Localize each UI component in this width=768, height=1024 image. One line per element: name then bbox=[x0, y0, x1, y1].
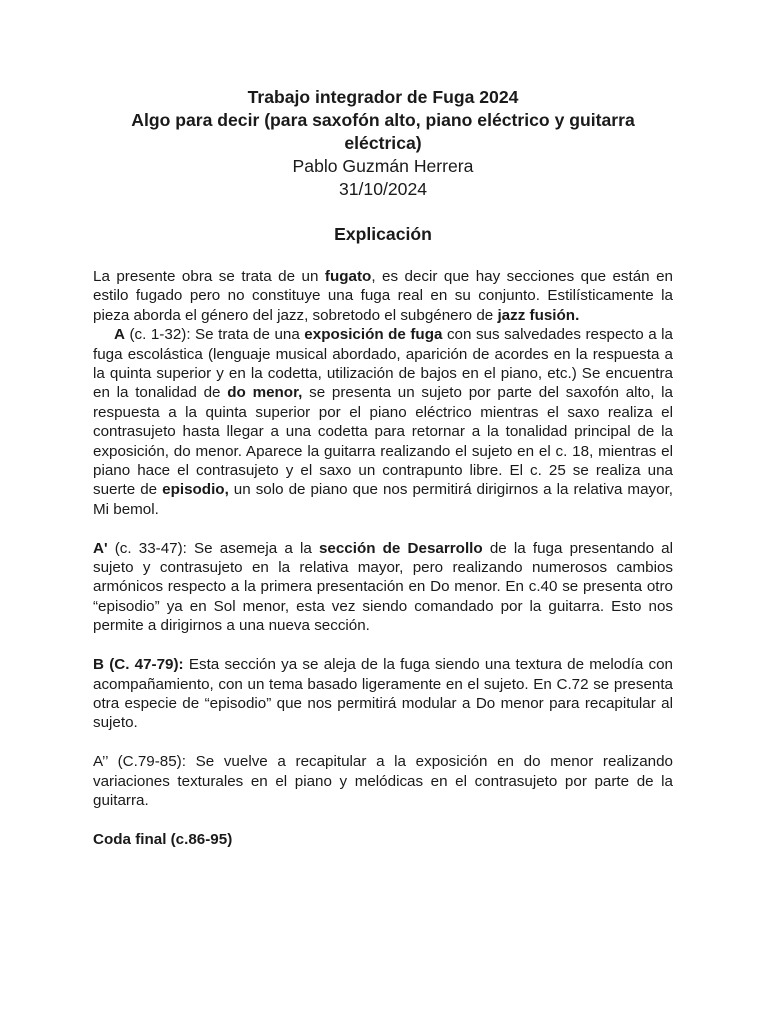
bold-term: jazz fusión. bbox=[497, 306, 580, 324]
work-title: Algo para decir (para saxofón alto, piano eléctrico y guitarra eléctrica) bbox=[131, 110, 635, 153]
author-name: Pablo Guzmán Herrera bbox=[292, 156, 474, 176]
text-run: un solo de piano que nos permitirá dirigirnos a la relativa mayor, Mi bemol. bbox=[93, 481, 674, 518]
text-run: Esta sección ya se aleja de la fuga siendo una textura de melodía con acompañamiento, con un tema basado ligeramente en el sujeto. En C.72 se presenta otra especie de “episodio” que nos permitirá modular a Do menor para recapitular al sujeto. bbox=[93, 656, 673, 732]
text-run: (c. 33-47): Se asemeja a la bbox=[107, 539, 319, 557]
text-run: se presenta un sujeto por parte del saxofón alto, la respuesta a la quinta superior por el piano eléctrico mientras el saxo realiza el contrasujeto hasta llegar a una codetta para retornar a la tonalidad principal de la exposición, do menor. Aparece la guitarra realizando el sujeto en el c. 18, mientras el piano hace el contrasujeto y el saxo un contrapunto libre. El c. 25 se realiza una suerte de bbox=[93, 384, 673, 499]
document-body bbox=[93, 267, 673, 849]
section-label: A bbox=[114, 326, 125, 344]
text-run: , es decir que hay secciones que están en estilo fugado pero no constituye una fuga real en su conjunto. Estilísticamente la pieza aborda el género del jazz, sobretodo el subgénero de bbox=[93, 268, 673, 324]
bold-term: exposición de fuga bbox=[304, 326, 443, 344]
section-a-double-prime-paragraph bbox=[93, 752, 673, 810]
bold-term: episodio, bbox=[162, 481, 229, 499]
bold-term: fugato bbox=[324, 268, 372, 285]
text-run: A’’ (C.79-85): Se vuelve a recapitular a la exposición en do menor realizando variaciones texturales en el piano y melódicas en el contrasujeto por parte de la guitarra. bbox=[93, 753, 673, 809]
section-label: B (C. 47-79): bbox=[93, 656, 184, 674]
section-heading: Explicación bbox=[334, 224, 432, 244]
document-title: Trabajo integrador de Fuga 2024 bbox=[247, 87, 519, 107]
bold-term: sección de Desarrollo bbox=[318, 539, 483, 557]
bold-term: do menor, bbox=[227, 384, 303, 402]
text-run: de la fuga presentando al sujeto y contrasujeto en la relativa mayor, pero realizando numerosos cambios armónicos respecto a la primera presentación en Do menor. En c.40 se presenta otro “episodio” ya en Sol menor, esta vez siendo comandado por la guitarra. Esto nos permite a dirigirnos a una nueva sección. bbox=[93, 539, 673, 635]
section-a-prime-paragraph bbox=[93, 539, 673, 636]
section-b-paragraph bbox=[93, 655, 673, 733]
coda-paragraph bbox=[93, 830, 673, 849]
document-header bbox=[93, 0, 673, 201]
text-run: con sus salvedades respecto a la fuga escolástica (lenguaje musical abordado, aparición de acordes en la respuesta a la quinta superior y en la codetta, utilización de bajos en el piano, etc.) Se encuentra en la tonalidad de bbox=[93, 326, 673, 402]
intro-paragraph bbox=[93, 267, 673, 325]
text-run: La presente obra se trata de un bbox=[93, 268, 325, 285]
document-date: 31/10/2024 bbox=[338, 179, 428, 199]
text-run: (c. 1-32): Se trata de una bbox=[124, 326, 305, 344]
section-a-paragraph bbox=[93, 325, 673, 519]
coda-label: Coda final (c.86-95) bbox=[93, 830, 233, 848]
section-label: A' bbox=[93, 539, 108, 557]
